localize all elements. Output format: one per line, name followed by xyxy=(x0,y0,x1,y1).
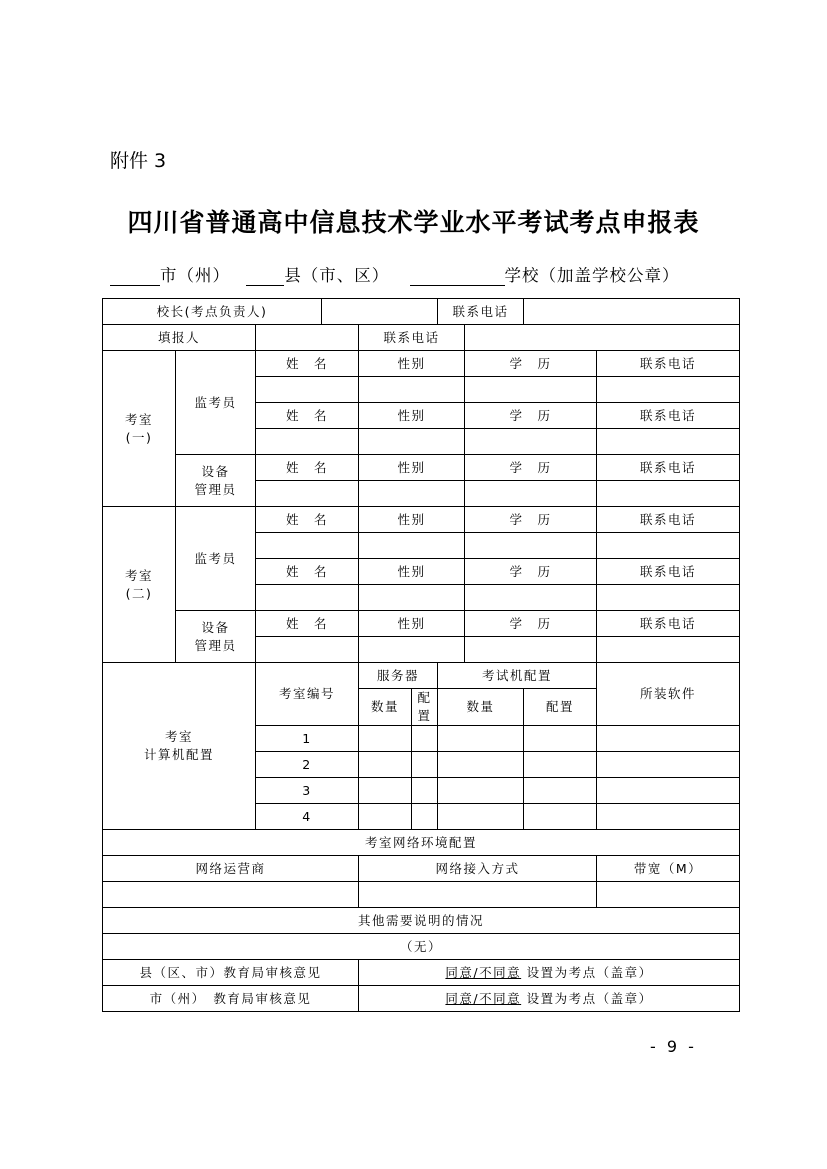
config-cell[interactable] xyxy=(412,726,438,752)
county-approval-value[interactable] xyxy=(359,960,740,986)
county-label: 县（市、区） xyxy=(284,266,390,285)
education-header: 学 历 xyxy=(465,559,597,585)
operator-value[interactable] xyxy=(103,882,359,908)
phone-header: 联系电话 xyxy=(597,559,740,585)
software-header: 所装软件 xyxy=(597,663,740,726)
staff-cell[interactable] xyxy=(597,377,740,403)
config-cell[interactable] xyxy=(412,778,438,804)
config-cell[interactable] xyxy=(359,778,412,804)
config-cell[interactable] xyxy=(597,778,740,804)
pc-qty-header: 数量 xyxy=(438,689,524,726)
application-table xyxy=(102,298,740,1012)
staff-cell[interactable] xyxy=(597,585,740,611)
school-label: 学校（加盖学校公章） xyxy=(504,266,680,285)
form-title: 四川省普通高中信息技术学业水平考试考点申报表 xyxy=(127,208,700,237)
name-header: 姓 名 xyxy=(256,559,359,585)
room1-equipment-label: 设备 管理员 xyxy=(176,455,256,507)
room-number: 1 xyxy=(256,726,359,752)
filler-label: 填报人 xyxy=(103,325,256,351)
staff-cell[interactable] xyxy=(597,429,740,455)
city-blank[interactable] xyxy=(110,268,160,286)
room-number: 2 xyxy=(256,752,359,778)
filler-phone-label: 联系电话 xyxy=(359,325,465,351)
county-agree-option[interactable]: 同意/不同意 xyxy=(445,964,522,980)
staff-cell[interactable] xyxy=(359,585,465,611)
room-number-header: 考室编号 xyxy=(256,663,359,726)
staff-cell[interactable] xyxy=(256,481,359,507)
config-cell[interactable] xyxy=(597,804,740,830)
server-header: 服务器 xyxy=(359,663,438,689)
filler-phone-value[interactable] xyxy=(465,325,740,351)
other-label: 其他需要说明的情况 xyxy=(103,908,740,934)
bandwidth-value[interactable] xyxy=(597,882,740,908)
education-header: 学 历 xyxy=(465,351,597,377)
name-header: 姓 名 xyxy=(256,611,359,637)
config-cell[interactable] xyxy=(438,726,524,752)
name-header: 姓 名 xyxy=(256,455,359,481)
gender-header: 性别 xyxy=(359,351,465,377)
staff-cell[interactable] xyxy=(465,429,597,455)
room2-proctor-label: 监考员 xyxy=(176,507,256,611)
staff-cell[interactable] xyxy=(256,429,359,455)
staff-cell[interactable] xyxy=(465,481,597,507)
room2-equipment-label: 设备 管理员 xyxy=(176,611,256,663)
config-cell[interactable] xyxy=(597,726,740,752)
room-number: 4 xyxy=(256,804,359,830)
gender-header: 性别 xyxy=(359,507,465,533)
config-cell[interactable] xyxy=(524,752,597,778)
room-number: 3 xyxy=(256,778,359,804)
config-cell[interactable] xyxy=(524,726,597,752)
filler-value[interactable] xyxy=(256,325,359,351)
page-number: - 9 - xyxy=(650,1037,697,1056)
gender-header: 性别 xyxy=(359,403,465,429)
principal-row xyxy=(103,299,740,325)
gender-header: 性别 xyxy=(359,559,465,585)
room1-label: 考室 (一) xyxy=(103,351,176,507)
config-cell[interactable] xyxy=(359,752,412,778)
city-approval-label: 市（州） 教育局审核意见 xyxy=(103,986,359,1012)
config-cell[interactable] xyxy=(438,752,524,778)
phone-header: 联系电话 xyxy=(597,507,740,533)
staff-cell[interactable] xyxy=(359,377,465,403)
config-cell[interactable] xyxy=(597,752,740,778)
city-agree-option[interactable]: 同意/不同意 xyxy=(445,990,522,1006)
config-cell[interactable] xyxy=(359,726,412,752)
staff-cell[interactable] xyxy=(597,481,740,507)
access-header: 网络接入方式 xyxy=(359,856,597,882)
phone-header: 联系电话 xyxy=(597,351,740,377)
config-cell[interactable] xyxy=(412,804,438,830)
staff-cell[interactable] xyxy=(256,377,359,403)
education-header: 学 历 xyxy=(465,403,597,429)
staff-cell[interactable] xyxy=(465,533,597,559)
bandwidth-header: 带宽（M） xyxy=(597,856,740,882)
computer-section-label: 考室 计算机配置 xyxy=(103,663,256,830)
config-cell[interactable] xyxy=(438,778,524,804)
principal-value[interactable] xyxy=(322,299,438,325)
principal-label: 校长(考点负责人) xyxy=(103,299,322,325)
staff-cell[interactable] xyxy=(359,533,465,559)
access-value[interactable] xyxy=(359,882,597,908)
city-option-text: 设置为考点（盖章） xyxy=(521,990,653,1006)
county-blank[interactable] xyxy=(246,268,284,286)
phone-header: 联系电话 xyxy=(597,455,740,481)
config-cell[interactable] xyxy=(524,804,597,830)
staff-cell[interactable] xyxy=(256,585,359,611)
staff-cell[interactable] xyxy=(465,637,597,663)
exam-pc-header: 考试机配置 xyxy=(438,663,597,689)
phone-header: 联系电话 xyxy=(597,611,740,637)
gender-header: 性别 xyxy=(359,455,465,481)
education-header: 学 历 xyxy=(465,611,597,637)
phone-header: 联系电话 xyxy=(597,403,740,429)
gender-header: 性别 xyxy=(359,611,465,637)
config-cell[interactable] xyxy=(524,778,597,804)
server-qty-header: 数量 xyxy=(359,689,412,726)
staff-cell[interactable] xyxy=(597,533,740,559)
config-cell[interactable] xyxy=(438,804,524,830)
server-config-header: 配置 xyxy=(412,689,438,726)
operator-header: 网络运营商 xyxy=(103,856,359,882)
county-approval-label: 县（区、市）教育局审核意见 xyxy=(103,960,359,986)
staff-cell[interactable] xyxy=(256,533,359,559)
name-header: 姓 名 xyxy=(256,351,359,377)
room2-label: 考室 (二) xyxy=(103,507,176,663)
education-header: 学 历 xyxy=(465,455,597,481)
network-section-label: 考室网络环境配置 xyxy=(103,830,740,856)
location-line xyxy=(110,262,680,286)
room1-proctor-label: 监考员 xyxy=(176,351,256,455)
city-approval-value[interactable] xyxy=(359,986,740,1012)
config-cell[interactable] xyxy=(412,752,438,778)
education-header: 学 历 xyxy=(465,507,597,533)
principal-phone-value[interactable] xyxy=(524,299,740,325)
staff-cell[interactable] xyxy=(359,429,465,455)
county-option-text: 设置为考点（盖章） xyxy=(521,964,653,980)
filler-row xyxy=(103,325,740,351)
principal-phone-label: 联系电话 xyxy=(438,299,524,325)
staff-cell[interactable] xyxy=(359,637,465,663)
staff-cell[interactable] xyxy=(597,637,740,663)
other-value[interactable]: （无） xyxy=(103,934,740,960)
staff-cell[interactable] xyxy=(465,585,597,611)
name-header: 姓 名 xyxy=(256,403,359,429)
staff-cell[interactable] xyxy=(256,637,359,663)
city-label: 市（州） xyxy=(160,266,230,285)
attachment-label: 附件 3 xyxy=(110,150,167,172)
pc-config-header: 配置 xyxy=(524,689,597,726)
name-header: 姓 名 xyxy=(256,507,359,533)
school-blank[interactable] xyxy=(410,268,505,286)
staff-cell[interactable] xyxy=(465,377,597,403)
config-cell[interactable] xyxy=(359,804,412,830)
staff-cell[interactable] xyxy=(359,481,465,507)
